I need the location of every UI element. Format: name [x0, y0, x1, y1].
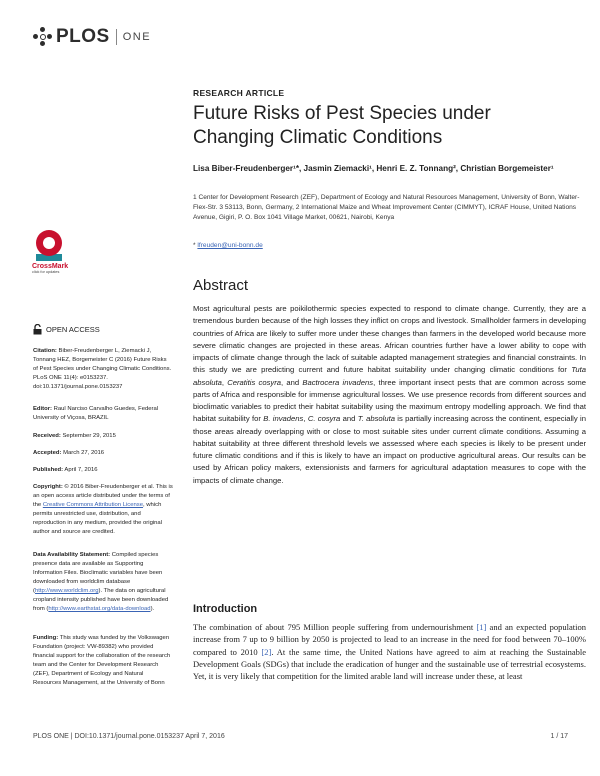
abstract-text: and [340, 414, 358, 424]
data-availability-block [33, 551, 173, 614]
published-date [33, 466, 173, 475]
author-list: Lisa Biber-Freudenberger¹*, Jasmin Ziemacki¹, Henri E. Z. Tonnang², Christian Borgemeister¹ [193, 164, 554, 173]
received-date [33, 432, 173, 441]
received-value: September 29, 2015 [60, 433, 116, 439]
corresponding-email [193, 242, 263, 249]
species-name: B. invadens [263, 414, 304, 424]
funding-block [33, 634, 173, 688]
intro-text: and an expected population increase from 7 up to 9 billion by 2050 is projected to lead to an increase in the need for food between 70–100% compared to 2010 [193, 622, 586, 657]
article-type: RESEARCH ARTICLE [193, 88, 285, 98]
abstract-body [193, 303, 586, 487]
plos-dots-icon [33, 27, 53, 47]
copyright-block [33, 483, 173, 537]
species-name: Bactrocera invadens [302, 377, 374, 387]
license-link[interactable]: Creative Commons Attribution License [42, 502, 144, 509]
intro-text: . At the same time, the United Nations have agreed to aim at reaching the Sustainable Development Goals (SDGs) that include the eradication of hunger and the sustainable use of terrestrial ecosystems. Yet, it is very likely that competition for the limited arable land will increase under these, at least [193, 646, 587, 682]
email-prefix: * [193, 242, 198, 249]
received-label: Received: [33, 433, 61, 439]
species-name: Tuta absoluta [193, 365, 586, 387]
earthstat-link[interactable]: http://www.earthstat.org/data-download [48, 606, 151, 613]
published-value: April 7, 2016 [63, 467, 98, 473]
editor-text: Raul Narciso Carvalho Guedes, Federal University of Viçosa, BRAZIL [33, 406, 159, 422]
species-name: T. absoluta [357, 414, 395, 424]
crossmark-sub: click for updates [32, 270, 60, 274]
species-name: Ceratitis cosyra [227, 377, 282, 387]
introduction-body [193, 621, 586, 682]
abstract-text: , three important insect pests that are common across some parts of Africa and responsible for immense agricultural losses. We use presence records from different sources and bioclimatic variables to predict their habitat suitability using the maximum entropy modelling approach. We find that habitat suitability for [193, 377, 587, 424]
affiliations: 1 Center for Development Research (ZEF), Department of Ecology and Natural Resources Management, University of Bonn, Walter-Flex-Str. 3 53113, Bonn, Germany, 2 International Maize and Wheat Improvement Center (CIMMYT), ICRAF House, United Nations Avenue, Gigiri, P. O. Box 1041 Village Market, 00621, Nairobi, Kenya [193, 194, 580, 222]
page-number: 1 / 17 [550, 733, 568, 740]
logo-divider [116, 29, 117, 45]
data-availability-text: ). The data on agricultural cropland intensity published have been downloaded from ( [33, 588, 169, 613]
abstract-text: , [303, 414, 308, 424]
abstract-text: , [221, 377, 228, 387]
abstract-heading: Abstract [193, 277, 249, 294]
crossmark-label: CrossMark [32, 263, 69, 270]
journal-logo[interactable] [33, 26, 151, 48]
journal-sub: ONE [122, 31, 152, 43]
data-availability-text: Compiled species presence data are available as Supporting Information Files. Bioclimatic variables have been downloaded from worldclim database ( [33, 552, 163, 595]
accepted-date [33, 449, 173, 458]
introduction-heading: Introduction [193, 603, 258, 615]
open-access-label: OPEN ACCESS [46, 325, 100, 334]
data-availability-text: ). [150, 606, 155, 613]
copyright-text: © 2016 Biber-Freudenberger et al. This is an open access article distributed under the terms of the [33, 484, 173, 509]
footer-citation: PLOS ONE | DOI:10.1371/journal.pone.0153237 April 7, 2016 [33, 733, 225, 740]
journal-brand: PLOS [56, 26, 110, 47]
page-footer [33, 733, 568, 740]
funding-text: This study was funded by the Volkswagen Foundation (project: VW-89382) who provided financial support for the collaboration of the research team and the Center for Development Research (ZEF), Department of Ecology and Natural Resources Management, at the University of Bonn [33, 635, 171, 687]
reference-link[interactable]: [1] [476, 622, 487, 632]
species-name: C. cosyra [307, 414, 341, 424]
email-link[interactable]: lfreuden@uni-bonn.de [197, 242, 263, 249]
open-access-badge [33, 324, 100, 335]
accepted-value: March 27, 2016 [61, 450, 105, 456]
abstract-text: Most agricultural pests are poikilothermic species expected to respond to climate change. Currently, they are a tremendous burden because of the high losses they inflict on crops and livestock. Smallholder farmers in developing countries of Africa are likely to suffer more under these changes than farmers in the developed world because more severe climatic changes are projected in these areas. African countries further have a lower ability to cope with impacts of climate change through the lack of suitable adapted management strategies and financial constraints. In this study we are predicting current and future habitat suitability under changing climatic conditions for [193, 304, 586, 375]
editor-label: Editor: [33, 406, 52, 412]
abstract-text: , and [281, 377, 303, 387]
published-label: Published: [33, 467, 64, 473]
citation-block [33, 347, 173, 392]
unlock-icon [33, 324, 42, 335]
funding-label: Funding: [33, 635, 59, 641]
intro-text: The combination of about 795 Million people suffering from undernourishment [193, 622, 477, 632]
copyright-label: Copyright: [33, 484, 63, 490]
worldclim-link[interactable]: http://www.worldclim.org [34, 588, 99, 595]
crossmark-badge[interactable] [32, 230, 72, 274]
editor-block [33, 405, 173, 423]
reference-link[interactable]: [2] [261, 646, 272, 657]
copyright-text: , which permits unrestricted use, distribution, and reproduction in any medium, provided the original author and source are credited. [33, 502, 163, 536]
citation-label: Citation: [33, 348, 57, 354]
accepted-label: Accepted: [33, 450, 62, 456]
data-availability-label: Data Availability Statement: [33, 552, 111, 558]
article-title: Future Risks of Pest Species under Changing Climatic Conditions [193, 103, 491, 148]
crossmark-icon [36, 230, 62, 256]
abstract-text: is partially increasing across the continent, especially in those areas already overlapping with or close to most suitable sites under current climate conditions. Assuming a habitat suitability at three different threshold levels we assessed where each species is likely to be present under future climatic conditions and if this is likely to have an impact on productive agricultural areas. Our results can be used by African policy makers, extensionists and farmers for agricultural adaptation measures to cope with the impacts of climate change. [193, 414, 586, 485]
citation-text: Biber-Freudenberger L, Ziemacki J, Tonnang HEZ, Borgemeister C (2016) Future Risks of Pest Species under Changing Climatic Conditions. PLoS ONE 11(4): e0153237. doi:10.1371/journal.pone.0153237 [33, 348, 172, 391]
